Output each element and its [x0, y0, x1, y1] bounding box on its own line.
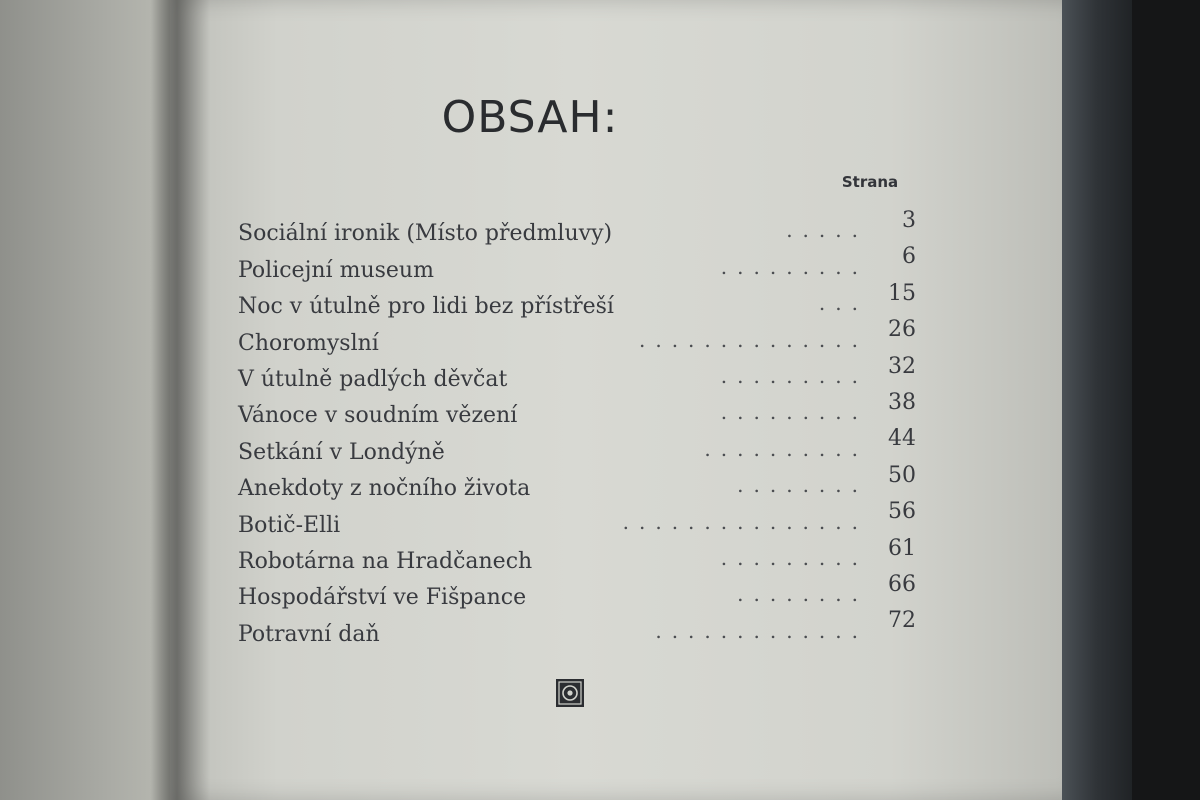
toc-entry-page: 26 [888, 317, 916, 343]
table-of-contents [238, 208, 928, 651]
toc-entry-title: Vánoce v soudním vězení [238, 403, 518, 429]
toc-entry-page: 3 [902, 208, 916, 233]
toc-entry-title: Anekdoty z nočního života [238, 476, 531, 502]
toc-row [238, 353, 928, 396]
toc-entry-title: Potravní daň [238, 621, 380, 647]
background [1132, 0, 1200, 800]
toc-entry-title: V útulně padlých děvčat [238, 366, 508, 392]
toc-row [238, 208, 928, 250]
leader-dots: ............... [622, 509, 868, 534]
leader-dots: ........ [737, 473, 868, 498]
toc-row [238, 317, 928, 359]
toc-entry-page: 50 [888, 462, 916, 488]
book-gutter [150, 0, 210, 800]
toc-row [238, 462, 928, 505]
leader-dots: ......... [720, 254, 868, 279]
leader-dots: .......... [704, 436, 868, 461]
toc-entry-title: Robotárna na Hradčanech [238, 548, 533, 574]
toc-entry-title: Hospodářství ve Fišpance [238, 585, 527, 611]
toc-entry-title: Botič-Elli [238, 512, 341, 538]
toc-row [238, 535, 928, 578]
leader-dots: ... [818, 291, 868, 316]
ornament-icon [555, 678, 585, 708]
toc-entry-page: 15 [888, 280, 916, 306]
toc-entry-title: Sociální ironik (Místo předmluvy) [238, 221, 613, 247]
toc-entry-page: 56 [888, 499, 916, 525]
toc-entry-page: 6 [902, 244, 916, 270]
toc-entry-title: Setkání v Londýně [238, 439, 445, 465]
book-cover-edge [1062, 0, 1132, 800]
toc-entry-title: Noc v útulně pro lidi bez přístřeší [238, 294, 614, 320]
toc-row [238, 280, 928, 323]
toc-entry-title: Policejní museum [238, 257, 434, 283]
toc-row [238, 499, 928, 541]
toc-row [238, 426, 928, 468]
toc-entry-page: 44 [888, 426, 916, 452]
toc-entry-page: 66 [888, 571, 916, 597]
leader-dots: ..... [786, 218, 868, 243]
toc-entry-page: 61 [888, 535, 916, 561]
toc-entry-page: 32 [888, 353, 916, 379]
toc-entry-title: Choromyslní [238, 330, 379, 356]
toc-row [238, 244, 928, 286]
toc-row [238, 571, 928, 614]
leader-dots: ............. [655, 618, 868, 643]
page-column-header: Strana [841, 173, 899, 191]
leader-dots: ......... [720, 400, 868, 425]
leader-dots: ......... [720, 363, 868, 388]
toc-row [238, 389, 928, 432]
page-title: OBSAH: [441, 92, 619, 143]
leader-dots: ........ [737, 582, 868, 607]
toc-entry-page: 38 [888, 389, 916, 415]
leader-dots: ......... [720, 545, 868, 570]
toc-entry-page: 72 [888, 608, 916, 634]
leader-dots: .............. [638, 327, 868, 352]
toc-row [238, 608, 928, 650]
